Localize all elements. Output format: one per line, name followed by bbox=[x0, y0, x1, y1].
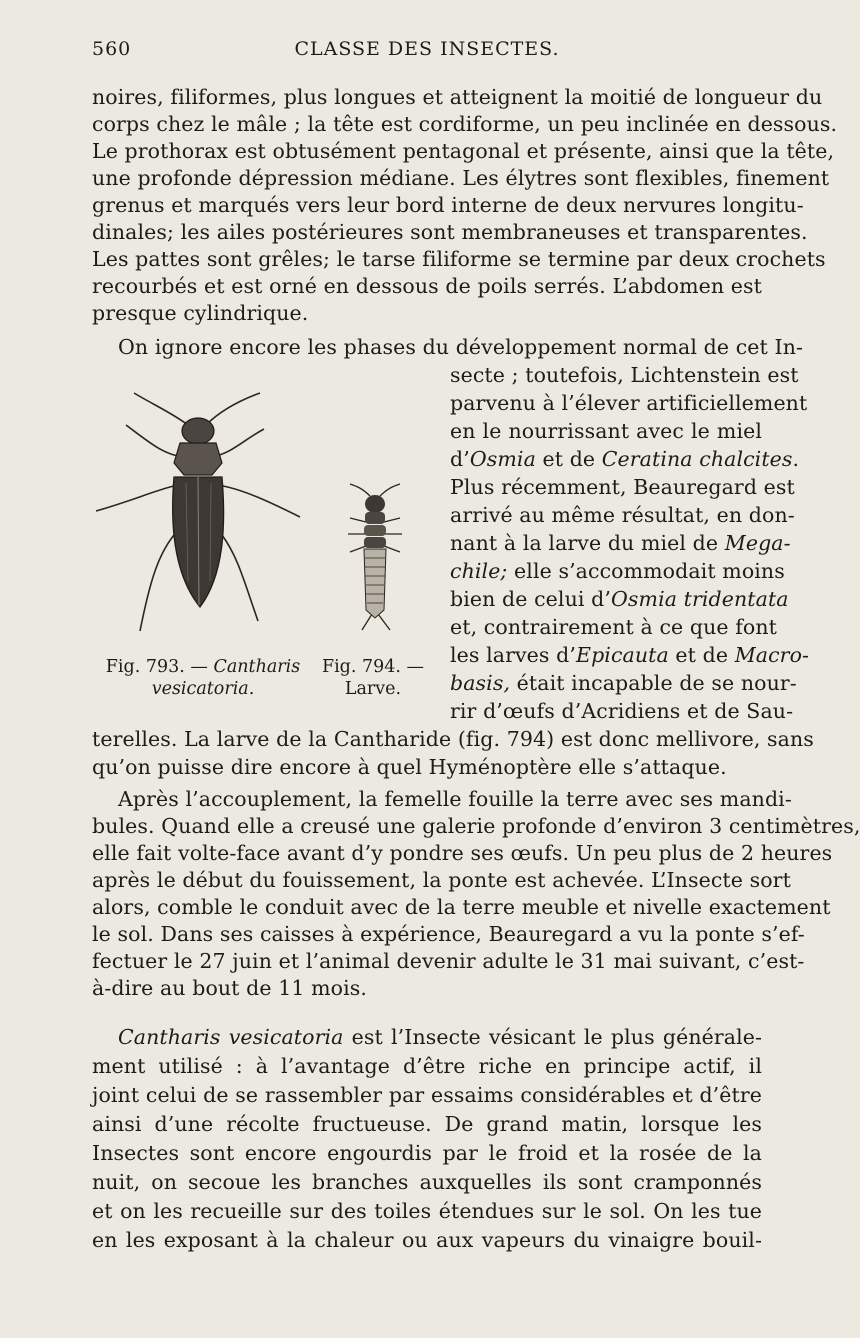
text-line: bules. Quand elle a creusé une galerie profonde d’environ 3 centimètres, bbox=[92, 814, 860, 838]
text-line: et on les recueille sur des toiles étendues sur le sol. On les tue bbox=[92, 1199, 762, 1223]
text-line: presque cylindrique. bbox=[92, 301, 309, 325]
text-line: Les pattes sont grêles; le tarse filiforme se termine par deux crochets bbox=[92, 247, 826, 271]
text-line: recourbés et est orné en dessous de poils serrés. L’abdomen est bbox=[92, 274, 762, 298]
text-line: à-dire au bout de 11 mois. bbox=[92, 976, 367, 1000]
figure-larva bbox=[340, 482, 410, 632]
text-line: Plus récemment, Beauregard est bbox=[450, 475, 795, 499]
running-title: CLASSE DES INSECTES. bbox=[294, 38, 560, 60]
text-line: alors, comble le conduit avec de la terre meuble et nivelle exactement bbox=[92, 895, 831, 919]
text-line: parvenu à l’élever artificiellement bbox=[450, 391, 808, 415]
text-line: Cantharis vesicatoria est l’Insecte vésicant le plus générale- bbox=[118, 1025, 762, 1049]
text-line: ment utilisé : à l’avantage d’être riche en principe actif, il bbox=[92, 1054, 762, 1078]
text-line: après le début du fouissement, la ponte est achevée. L’Insecte sort bbox=[92, 868, 791, 892]
text-line: corps chez le mâle ; la tête est cordiforme, un peu inclinée en dessous. bbox=[92, 112, 838, 136]
text-line: terelles. La larve de la Cantharide (fig. 794) est donc mellivore, sans bbox=[92, 727, 814, 751]
text-line: qu’on puisse dire encore à quel Hyménoptère elle s’attaque. bbox=[92, 755, 727, 779]
text-line: arrivé au même résultat, en don- bbox=[450, 503, 795, 527]
text-line: joint celui de se rassembler par essaims considérables et d’être bbox=[92, 1083, 762, 1107]
text-line: noires, filiformes, plus longues et atteignent la moitié de longueur du bbox=[92, 85, 823, 109]
text-line: nuit, on secoue les branches auxquelles ils sont cramponnés bbox=[92, 1170, 762, 1194]
text-line: elle fait volte-face avant d’y pondre ses œufs. Un peu plus de 2 heures bbox=[92, 841, 833, 865]
text-line: en les exposant à la chaleur ou aux vapeurs du vinaigre bouil- bbox=[92, 1228, 762, 1252]
text-line: une profonde dépression médiane. Les élytres sont flexibles, finement bbox=[92, 166, 830, 190]
text-line: le sol. Dans ses caisses à expérience, Beauregard a vu la ponte s’ef- bbox=[92, 922, 805, 946]
text-line: ainsi d’une récolte fructueuse. De grand matin, lorsque les bbox=[92, 1112, 762, 1136]
text-line: On ignore encore les phases du développement normal de cet In- bbox=[118, 335, 804, 359]
text-line: fectuer le 27 juin et l’animal devenir adulte le 31 mai suivant, c’est- bbox=[92, 949, 805, 973]
beetle-illustration bbox=[92, 385, 307, 650]
figure-cantharis-beetle bbox=[92, 385, 307, 650]
text-line: Le prothorax est obtusément pentagonal et présente, ainsi que la tête, bbox=[92, 139, 835, 163]
text-line: dinales; les ailes postérieures sont membraneuses et transparentes. bbox=[92, 220, 808, 244]
figure-794-caption: Fig. 794. — Larve. bbox=[321, 657, 425, 699]
larva-illustration bbox=[340, 482, 410, 632]
text-line: secte ; toutefois, Lichtenstein est bbox=[450, 363, 799, 387]
text-line: et, contrairement à ce que font bbox=[450, 615, 778, 639]
text-line: d’Osmia et de Ceratina chalcites. bbox=[450, 447, 800, 471]
text-line: rir d’œufs d’Acridiens et de Sau- bbox=[450, 699, 794, 723]
figure-793-caption: Fig. 793. — Cantharis vesicatoria. bbox=[105, 657, 301, 699]
text-line: chile; elle s’accommodait moins bbox=[450, 559, 785, 583]
text-line: bien de celui d’Osmia tridentata bbox=[450, 587, 789, 611]
text-line: Insectes sont encore engourdis par le froid et la rosée de la bbox=[92, 1141, 762, 1165]
text-line: Après l’accouplement, la femelle fouille la terre avec ses mandi- bbox=[118, 787, 792, 811]
text-line: nant à la larve du miel de Mega- bbox=[450, 531, 791, 555]
text-line: grenus et marqués vers leur bord interne de deux nervures longitu- bbox=[92, 193, 804, 217]
page-header bbox=[92, 34, 762, 64]
text-line: en le nourrissant avec le miel bbox=[450, 419, 762, 443]
text-line: les larves d’Epicauta et de Macro- bbox=[450, 643, 810, 667]
text-line: basis, était incapable de se nour- bbox=[450, 671, 797, 695]
page-number: 560 bbox=[92, 38, 132, 60]
